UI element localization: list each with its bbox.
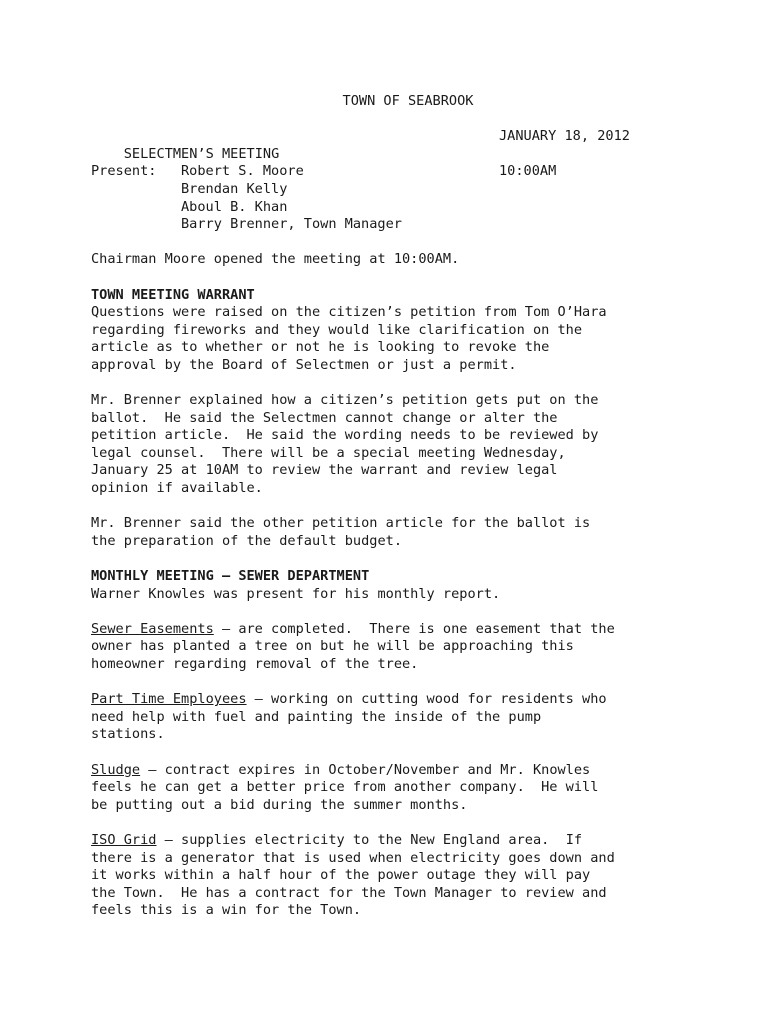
text-line: approval by the Board of Selectmen or just a permit. [91, 356, 517, 373]
text-line: the preparation of the default budget. [91, 532, 402, 549]
attendee: Aboul B. Khan [181, 198, 288, 215]
meeting-date: JANUARY 18, 2012 [499, 128, 630, 145]
text-line: Mr. Brenner said the other petition article for the ballot is [91, 515, 591, 532]
item-text: – supplies electricity to the New England area. If [156, 831, 583, 848]
warrant-paragraph-2 [91, 392, 691, 498]
text-line: January 25 at 10AM to review the warrant and review legal [91, 462, 558, 479]
text-line: ballot. He said the Selectmen cannot change or alter the [91, 409, 558, 426]
meeting-name: SELECTMEN’S MEETING [123, 145, 280, 162]
sewer-intro: Warner Knowles was present for his monthly report. [91, 585, 501, 602]
item-title: Part Time Employees [91, 691, 247, 708]
item-text: – contract expires in October/November and Mr. Knowles [140, 761, 591, 778]
text-line: legal counsel. There will be a special meeting Wednesday, [91, 444, 566, 461]
section-heading-sewer: MONTHLY MEETING – SEWER DEPARTMENT [91, 568, 370, 585]
text-line: be putting out a bid during the summer months. [91, 796, 468, 813]
text-line: homeowner regarding removal of the tree. [91, 656, 419, 672]
warrant-paragraph-1 [91, 304, 691, 374]
item-title: ISO Grid [91, 831, 157, 848]
text-line: the Town. He has a contract for the Town Manager to review and [91, 884, 607, 901]
item-text: – are completed. There is one easement that the [213, 620, 615, 637]
text-line: regarding fireworks and they would like clarification on the [91, 321, 583, 338]
meeting-time: 10:00AM [499, 163, 557, 180]
text-line: petition article. He said the wording needs to be reviewed by [91, 427, 599, 444]
item-title: Sewer Easements [91, 620, 214, 637]
section-heading-warrant: TOWN MEETING WARRANT [91, 286, 255, 303]
item-text: – working on cutting wood for residents who [246, 691, 607, 708]
text-line: article as to whether or not he is looking to revoke the [91, 339, 550, 356]
text-line: opinion if available. [91, 480, 263, 497]
text-line: there is a generator that is used when electricity goes down and [91, 849, 615, 866]
text-line: Mr. Brenner explained how a citizen’s petition gets put on the [91, 392, 599, 409]
item-iso-grid [91, 832, 691, 920]
item-title: Sludge [91, 761, 141, 778]
attendee: Robert S. Moore [181, 163, 304, 180]
attendees-block [91, 163, 691, 233]
present-label: Present: [91, 163, 157, 180]
text-line: it works within a half hour of the power outage they will pay [91, 867, 591, 884]
text-line: owner has planted a tree on but he will be approaching this [91, 638, 574, 655]
text-line: need help with fuel and painting the inside of the pump [91, 708, 542, 725]
attendee: Brendan Kelly [181, 180, 288, 197]
item-sewer-easements [91, 621, 691, 674]
attendee: Barry Brenner, Town Manager [181, 216, 402, 233]
document-title: TOWN OF SEABROOK [342, 93, 474, 109]
opening-statement: Chairman Moore opened the meeting at 10:00AM. [91, 251, 460, 268]
item-sludge [91, 762, 691, 815]
text-line: feels this is a win for the Town. [91, 902, 362, 919]
text-line: Questions were raised on the citizen’s petition from Tom O’Hara [91, 304, 607, 321]
meeting-header-row [91, 128, 691, 162]
warrant-paragraph-3 [91, 515, 691, 550]
text-line: stations. [91, 726, 165, 743]
item-part-time-employees [91, 691, 691, 744]
text-line: feels he can get a better price from another company. He will [91, 779, 599, 796]
minutes-page [91, 93, 691, 920]
